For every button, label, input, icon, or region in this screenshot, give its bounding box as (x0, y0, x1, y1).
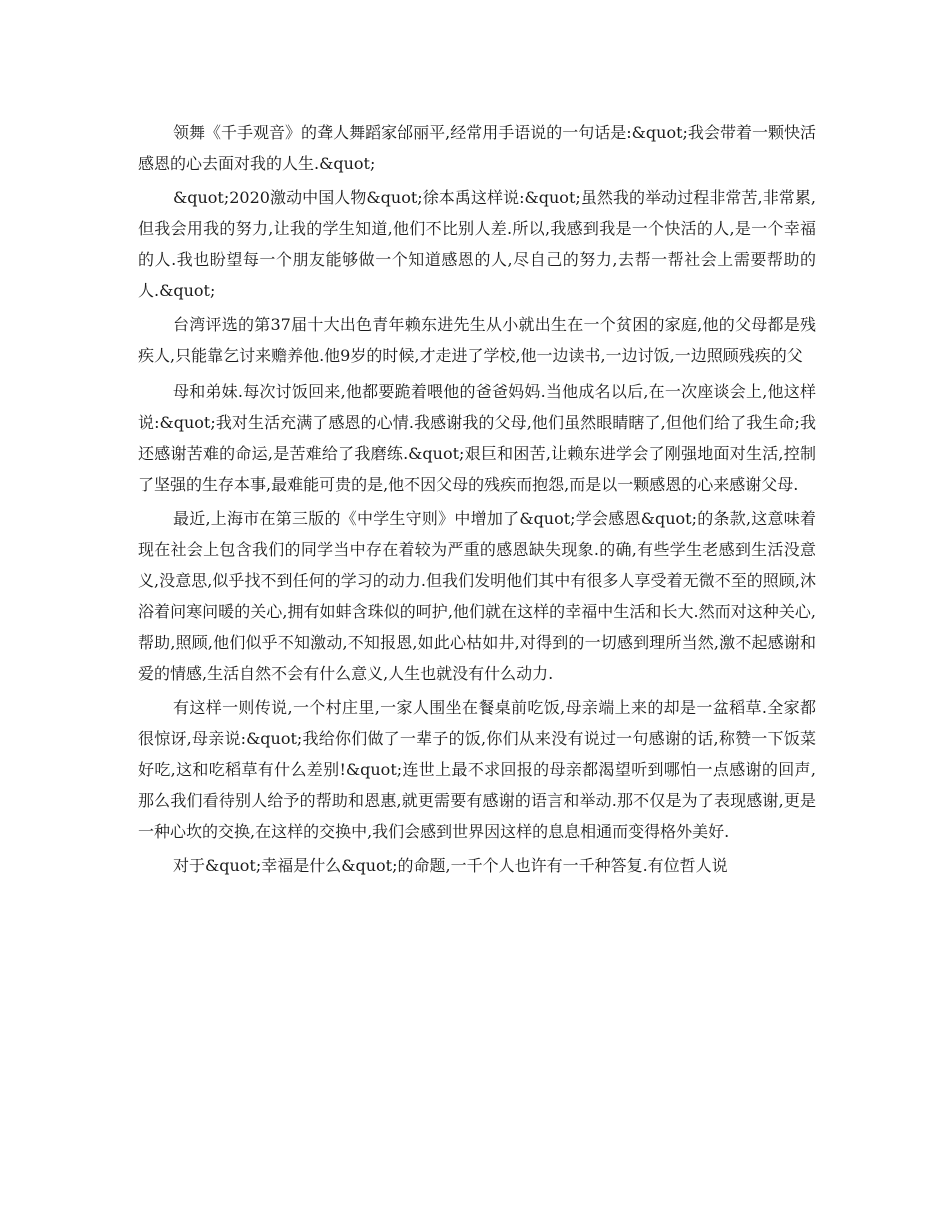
paragraph-1: 领舞《千手观音》的聋人舞蹈家邰丽平,经常用手语说的一句话是:&quot;我会带着一颗快活感恩的心去面对我的人生.&quot; (138, 123, 816, 173)
paragraph-3: 台湾评选的第37届十大出色青年赖东进先生从小就出生在一个贫困的家庭,他的父母都是残疾人,只能靠乞讨来赡养他.他9岁的时候,才走进了学校,他一边读书,一边讨饭,一边照顾残疾的父 (138, 315, 816, 365)
paragraph-2: &quot;2020激动中国人物&quot;徐本禹这样说:&quot;虽然我的举动过程非常苦,非常累,但我会用我的努力,让我的学生知道,他们不比别人差.所以,我感到我是一个快活的人,是一个幸福的人.我也盼望每一个朋友能够做一个知道感恩的人,尽自己的努力,去帮一帮社会上需要帮助的人.&quot; (138, 188, 816, 300)
paragraph-7: 对于&quot;幸福是什么&quot;的命题,一千个人也许有一千种答复.有位哲人说 (173, 856, 728, 875)
document-body (138, 117, 816, 881)
paragraph-6: 有这样一则传说,一个村庄里,一家人围坐在餐桌前吃饭,母亲端上来的却是一盆稻草.全家都很惊讶,母亲说:&quot;我给你们做了一辈子的饭,你们从来没有说过一句感谢的话,称赞一下饭菜好吃,这和吃稻草有什么差别!&quot;连世上最不求回报的母亲都渴望听到哪怕一点感谢的回声,那么我们看待别人给予的帮助和恩惠,就更需要有感谢的语言和举动.那不仅是为了表现感谢,更是一种心坎的交换,在这样的交换中,我们会感到世界因这样的息息相通而变得格外美好. (138, 698, 816, 841)
paragraph-5: 最近,上海市在第三版的《中学生守则》中增加了&quot;学会感恩&quot;的条款,这意味着现在社会上包含我们的同学当中存在着较为严重的感恩缺失现象.的确,有些学生老感到生活没意义,没意思,似乎找不到任何的学习的动力.但我们发明他们其中有很多人享受着无微不至的照顾,沐浴着问寒问暖的关心,拥有如蚌含珠似的呵护,他们就在这样的幸福中生活和长大.然而对这种关心,帮助,照顾,他们似乎不知激动,不知报恩,如此心枯如井,对得到的一切感到理所当然,激不起感谢和爱的情感,生活自然不会有什么意义,人生也就没有什么动力. (138, 509, 816, 683)
paragraph-4: 母和弟妹.每次讨饭回来,他都要跪着喂他的爸爸妈妈.当他成名以后,在一次座谈会上,他这样说:&quot;我对生活充满了感恩的心情.我感谢我的父母,他们虽然眼睛瞎了,但他们给了我生命;我还感谢苦难的命运,是苦难给了我磨练.&quot;艰巨和困苦,让赖东进学会了刚强地面对生活,控制了坚强的生存本事,最难能可贵的是,他不因父母的残疾而抱怨,而是以一颗感恩的心来感谢父母. (138, 382, 816, 494)
